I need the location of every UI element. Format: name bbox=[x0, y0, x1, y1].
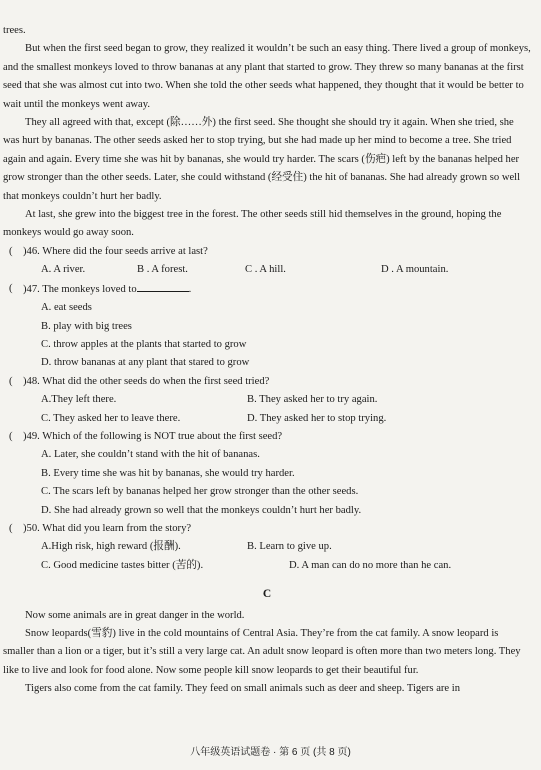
question-46-options bbox=[3, 261, 531, 279]
page-footer: 八年级英语试题卷 · 第 6 页 (共 8 页) bbox=[190, 746, 351, 758]
option-50-a: A.High risk, high reward (报酬). bbox=[41, 541, 181, 553]
option-49-c: C. The scars left by bananas helped her grow stronger than the other seeds. bbox=[41, 486, 359, 498]
passage-c-paragraph-1: Now some animals are in great danger in the world. bbox=[25, 609, 245, 621]
option-50-c: C. Good medicine tastes bitter (苦的). bbox=[41, 559, 204, 571]
option-48-b: B. They asked her to try again. bbox=[247, 394, 378, 406]
question-47-text: )47. The monkeys loved to bbox=[23, 283, 137, 295]
question-48-text: )48. What did the other seeds do when the first seed tried? bbox=[23, 375, 270, 387]
answer-blank-49[interactable]: ( bbox=[9, 430, 13, 442]
question-49-text: )49. Which of the following is NOT true about the first seed? bbox=[23, 430, 283, 442]
story-paragraph-2: They all agreed with that, except (除……外) the first seed. She thought she should try it again. When she tried, she was hurt by bananas. The other seeds asked her to stop trying, but she had made up her mind to become a tree. She tried again and again. Every time she was hit by bananas, she would try harder. The scars (伤疤) left by the bananas helped her grow stronger than the other seeds. Later, she could withstand (经受住) the hit of bananas. She had already grown so well that monkeys couldn’t hurt her badly. bbox=[3, 117, 521, 202]
question-50-options bbox=[3, 538, 531, 575]
top-word: trees. bbox=[3, 25, 26, 36]
answer-blank-46[interactable]: ( bbox=[9, 245, 13, 257]
option-47-b: B. play with big trees bbox=[41, 320, 132, 332]
question-47-end: . bbox=[188, 283, 192, 295]
option-46-d: D . A mountain. bbox=[381, 264, 449, 276]
question-46-text: )46. Where did the four seeds arrive at last? bbox=[23, 245, 208, 257]
answer-blank-48[interactable]: ( bbox=[9, 375, 13, 387]
story-paragraph-1: But when the first seed began to grow, they realized it wouldn’t be such an easy thing. There lived a group of monkeys, and the smallest monkeys loved to throw bananas at any plant that started to grow. They threw so many bananas at the first seed that she was almost cut into two. When she told the other seeds what happened, they thought that it would be better to wait until the monkeys went away. bbox=[3, 43, 531, 110]
passage-c-paragraph-3: Tigers also come from the cat family. They feed on small animals such as deer and sheep. Tigers are in bbox=[25, 683, 461, 695]
answer-blank-50[interactable]: ( bbox=[9, 522, 13, 534]
option-46-c: C . A hill. bbox=[245, 264, 286, 276]
option-46-a: A. A river. bbox=[41, 264, 86, 276]
passage-c-paragraph-2: Snow leopards(雪豹) live in the cold mountains of Central Asia. They’re from the cat family. A snow leopard is smaller than a lion or a tiger, but it’s still a very large cat. An adult snow leopard is often more than two meters long. They like to live and look for food alone. Now some people kill snow leopards to get their beautiful fur. bbox=[3, 628, 521, 676]
question-50 bbox=[3, 520, 531, 538]
option-48-d: D. They asked her to stop trying. bbox=[247, 412, 387, 424]
option-50-b: B. Learn to give up. bbox=[247, 541, 332, 553]
option-49-a: A. Later, she couldn’t stand with the hit of bananas. bbox=[41, 449, 260, 461]
question-48-options bbox=[3, 391, 531, 428]
answer-blank-47[interactable]: ( bbox=[9, 282, 13, 294]
option-47-a: A. eat seeds bbox=[41, 302, 92, 314]
option-47-d: D. throw bananas at any plant that stared to grow bbox=[41, 357, 250, 369]
question-46 bbox=[3, 243, 531, 261]
question-48 bbox=[3, 373, 531, 391]
question-47-options bbox=[3, 299, 531, 373]
option-49-b: B. Every time she was hit by bananas, she would try harder. bbox=[41, 467, 295, 479]
option-48-a: A.They left there. bbox=[41, 394, 117, 406]
section-c-heading: C bbox=[262, 588, 272, 601]
option-48-c: C. They asked her to leave there. bbox=[41, 412, 181, 424]
question-49 bbox=[3, 428, 531, 446]
fill-blank-line bbox=[137, 280, 189, 292]
question-50-text: )50. What did you learn from the story? bbox=[23, 522, 192, 534]
option-46-b: B . A forest. bbox=[137, 264, 188, 276]
option-47-c: C. throw apples at the plants that started to grow bbox=[41, 338, 247, 350]
story-paragraph-3: At last, she grew into the biggest tree in the forest. The other seeds still hid themselves in the ground, hoping the monkeys would go away soon. bbox=[3, 209, 502, 239]
option-50-d: D. A man can do no more than he can. bbox=[289, 559, 452, 571]
question-47 bbox=[3, 280, 531, 299]
question-49-options bbox=[3, 446, 531, 520]
option-49-d: D. She had already grown so well that the monkeys couldn’t hurt her badly. bbox=[41, 504, 362, 516]
